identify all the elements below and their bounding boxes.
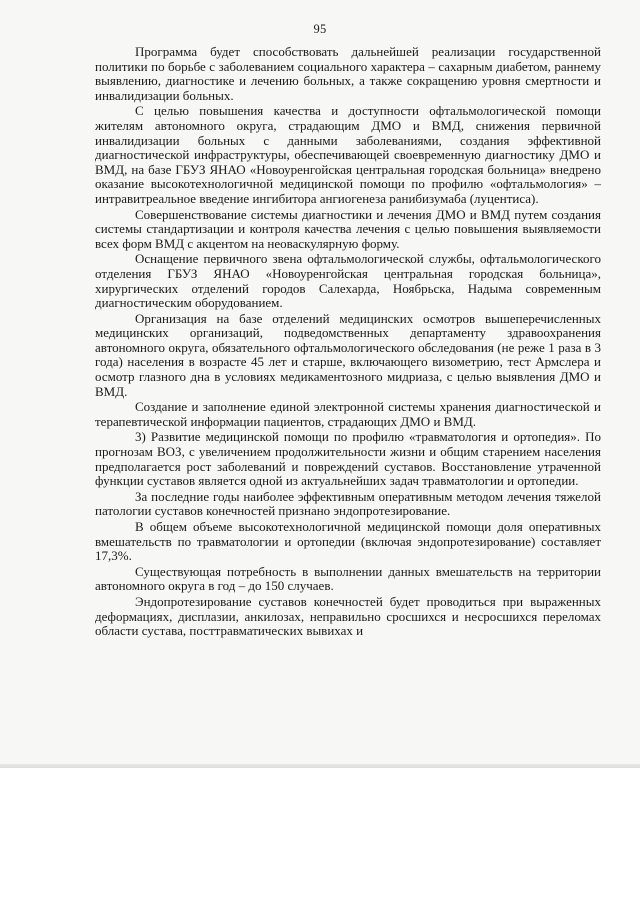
blank-margin xyxy=(0,768,640,905)
paragraph: Совершенствование системы диагностики и лечения ДМО и ВМД путем создания системы стандартизации и контроля качества лечения с целью повышения выявляемости всех форм ВМД с акцентом на неоваскулярную форму. xyxy=(95,206,601,251)
paragraph: 3) Развитие медицинской помощи по профилю «травматология и ортопедия». По прогнозам ВОЗ, с увеличением продолжительности жизни и общим старением населения предполагается рост заболеваний и повреждений суставов. Восстановление утраченной функции суставов является одной из актуальнейших задач травматологии и ортопедии. xyxy=(95,429,601,489)
paragraph: Оснащение первичного звена офтальмологической службы, офтальмологического отделения ГБУЗ ЯНАО «Новоуренгойская центральная городская больница», хирургических отделений городов Салехарда, Ноябрьска, Надыма современным диагностическим оборудованием. xyxy=(95,251,601,311)
document-body xyxy=(95,45,601,639)
paragraph: За последние годы наиболее эффективным оперативным методом лечения тяжелой патологии суставов конечностей признано эндопротезирование. xyxy=(95,488,601,519)
paragraph: Организация на базе отделений медицинских осмотров вышеперечисленных медицинских организаций, подведомственных департаменту здравоохранения автономного округа, обязательного офтальмологического обследования (не реже 1 раза в 3 года) населения в возрасте 45 лет и старше, включающего визометрию, тест Армслера и осмотр глазного дна в условиях медикаментозного мидриаза, с целью выявления ДМО и ВМД. xyxy=(95,310,601,399)
paragraph: В общем объеме высокотехнологичной медицинской помощи доля оперативных вмешательств по травматологии и ортопедии (включая эндопротезирование) составляет 17,3%. xyxy=(95,519,601,564)
paragraph: С целью повышения качества и доступности офтальмологической помощи жителям автономного округа, страдающим ДМО и ВМД, снижения первичной инвалидизации больных с данными заболеваниями, создания эффективной диагностической инфраструктуры, обеспечивающей своевременную диагностику ДМО и ВМД, на базе ГБУЗ ЯНАО «Новоуренгойская центральная городская больница» внедрено оказание высокотехнологичной медицинской помощи по профилю «офтальмология» – интравитреальное введение ингибитора ангиогенеза ранибизумаба (луцентиса). xyxy=(95,103,601,206)
paragraph: Эндопротезирование суставов конечностей будет проводиться при выраженных деформациях, дисплазии, анкилозах, неправильно сросшихся и несросшихся переломах области сустава, посттравматических вывихах и xyxy=(95,593,601,639)
paragraph: Существующая потребность в выполнении данных вмешательств на территории автономного округа в год – до 150 случаев. xyxy=(95,563,601,594)
paragraph: Программа будет способствовать дальнейшей реализации государственной политики по борьбе с заболеванием социального характера – сахарным диабетом, раннему выявлению, диагностике и лечению больных, а также сокращению уровня смертности и инвалидизации больных. xyxy=(95,44,601,103)
page-number: 95 xyxy=(313,22,327,36)
paragraph: Создание и заполнение единой электронной системы хранения диагностической и терапевтической информации пациентов, страдающих ДМО и ВМД. xyxy=(95,399,601,429)
